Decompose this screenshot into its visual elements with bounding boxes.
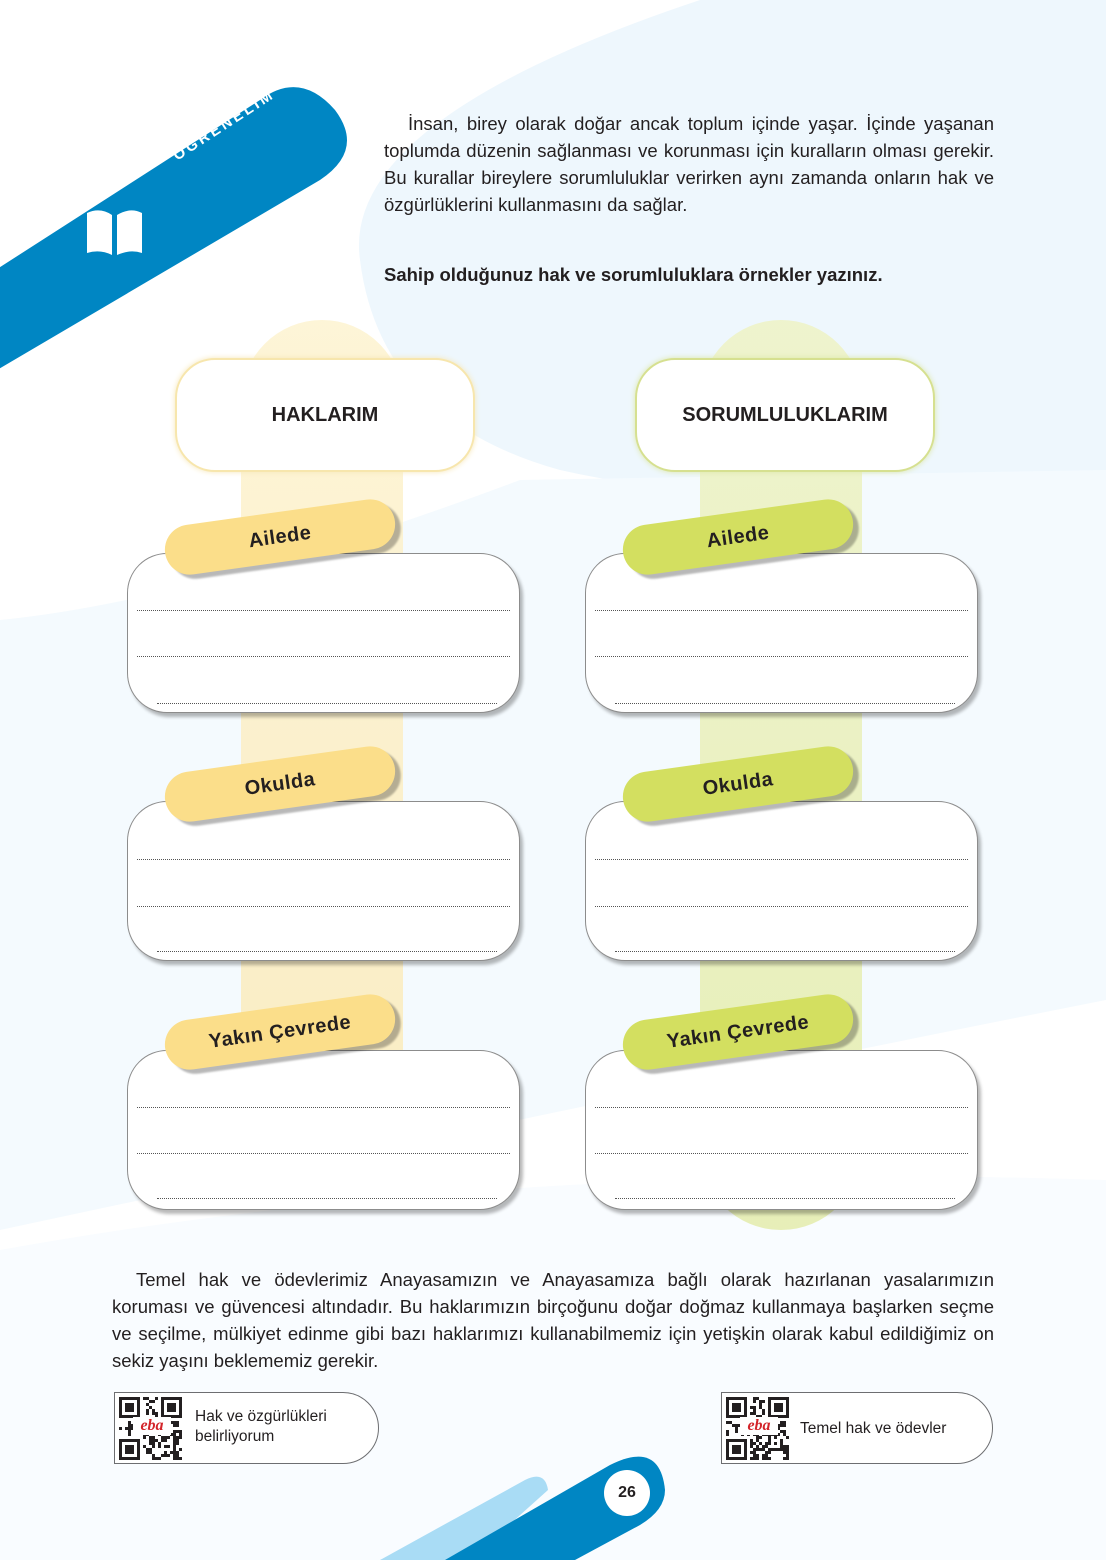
qr-card-line1: Hak ve özgürlükleri [195,1408,327,1425]
qr-card-hak-ozgurlukler[interactable] [114,1392,379,1464]
sorumluluklarim-yakin-cevrede-tag: Yakın Çevrede [620,991,857,1073]
qr-card-line1: Temel hak ve ödevler [800,1420,947,1437]
qr-card-temel-hak-odevler[interactable] [721,1392,993,1464]
haklarim-header: HAKLARIM [175,358,475,472]
closing-paragraph: Temel hak ve ödevlerimiz Anayasamızın ve Anayasamıza bağlı olarak hazırlanan yasalarımızın koruması ve güvencesi altındadır. Bu haklarımızın birçoğunu doğar doğmaz kullanmaya başlarken seçme ve seçilme, mülkiyet edinme gibi bazı haklarımızı kullanabilmemiz için yetişkin olarak kabul edildiğimiz on sekiz yaşını beklememiz gerekir. [112,1269,994,1371]
haklarim-yakin-cevrede-tag: Yakın Çevrede [162,991,399,1073]
sorumluluklarim-okulda-box[interactable] [585,801,978,961]
haklarim-okulda-tag: Okulda [162,743,399,825]
sorumluluklarim-ailede-tag: Ailede [620,496,857,578]
banner-label: ÖĞRENELİM [170,85,279,165]
sorumluluklarim-header: SORUMLULUKLARIM [635,358,935,472]
sorumluluklarim-okulda-tag: Okulda [620,743,857,825]
qr-card-line2: belirliyorum [195,1428,275,1445]
haklarim-ailede-tag: Ailede [162,496,399,578]
haklarim-yakin-cevrede-box[interactable] [127,1050,520,1210]
sorumluluklarim-ailede-box[interactable] [585,553,978,713]
haklarim-okulda-box[interactable] [127,801,520,961]
sorumluluklarim-yakin-cevrede-box[interactable] [585,1050,978,1210]
intro-paragraph: İnsan, birey olarak doğar ancak toplum içinde yaşar. İçinde yaşanan toplumda düzenin sağlanması ve korunması için kuralların olması gerekir. Bu kurallar bireylere sorumluluklar verirken aynı zamanda onların hak ve özgürlüklerini kullanmasını da sağlar. [384,113,994,215]
open-book-icon [84,207,146,259]
eba-badge: eba [740,1417,778,1435]
prompt-heading: Sahip olduğunuz hak ve sorumluluklara örnekler yazınız. [384,264,883,285]
haklarim-ailede-box[interactable] [127,553,520,713]
eba-badge: eba [133,1417,171,1435]
page-number: 26 [604,1470,650,1516]
